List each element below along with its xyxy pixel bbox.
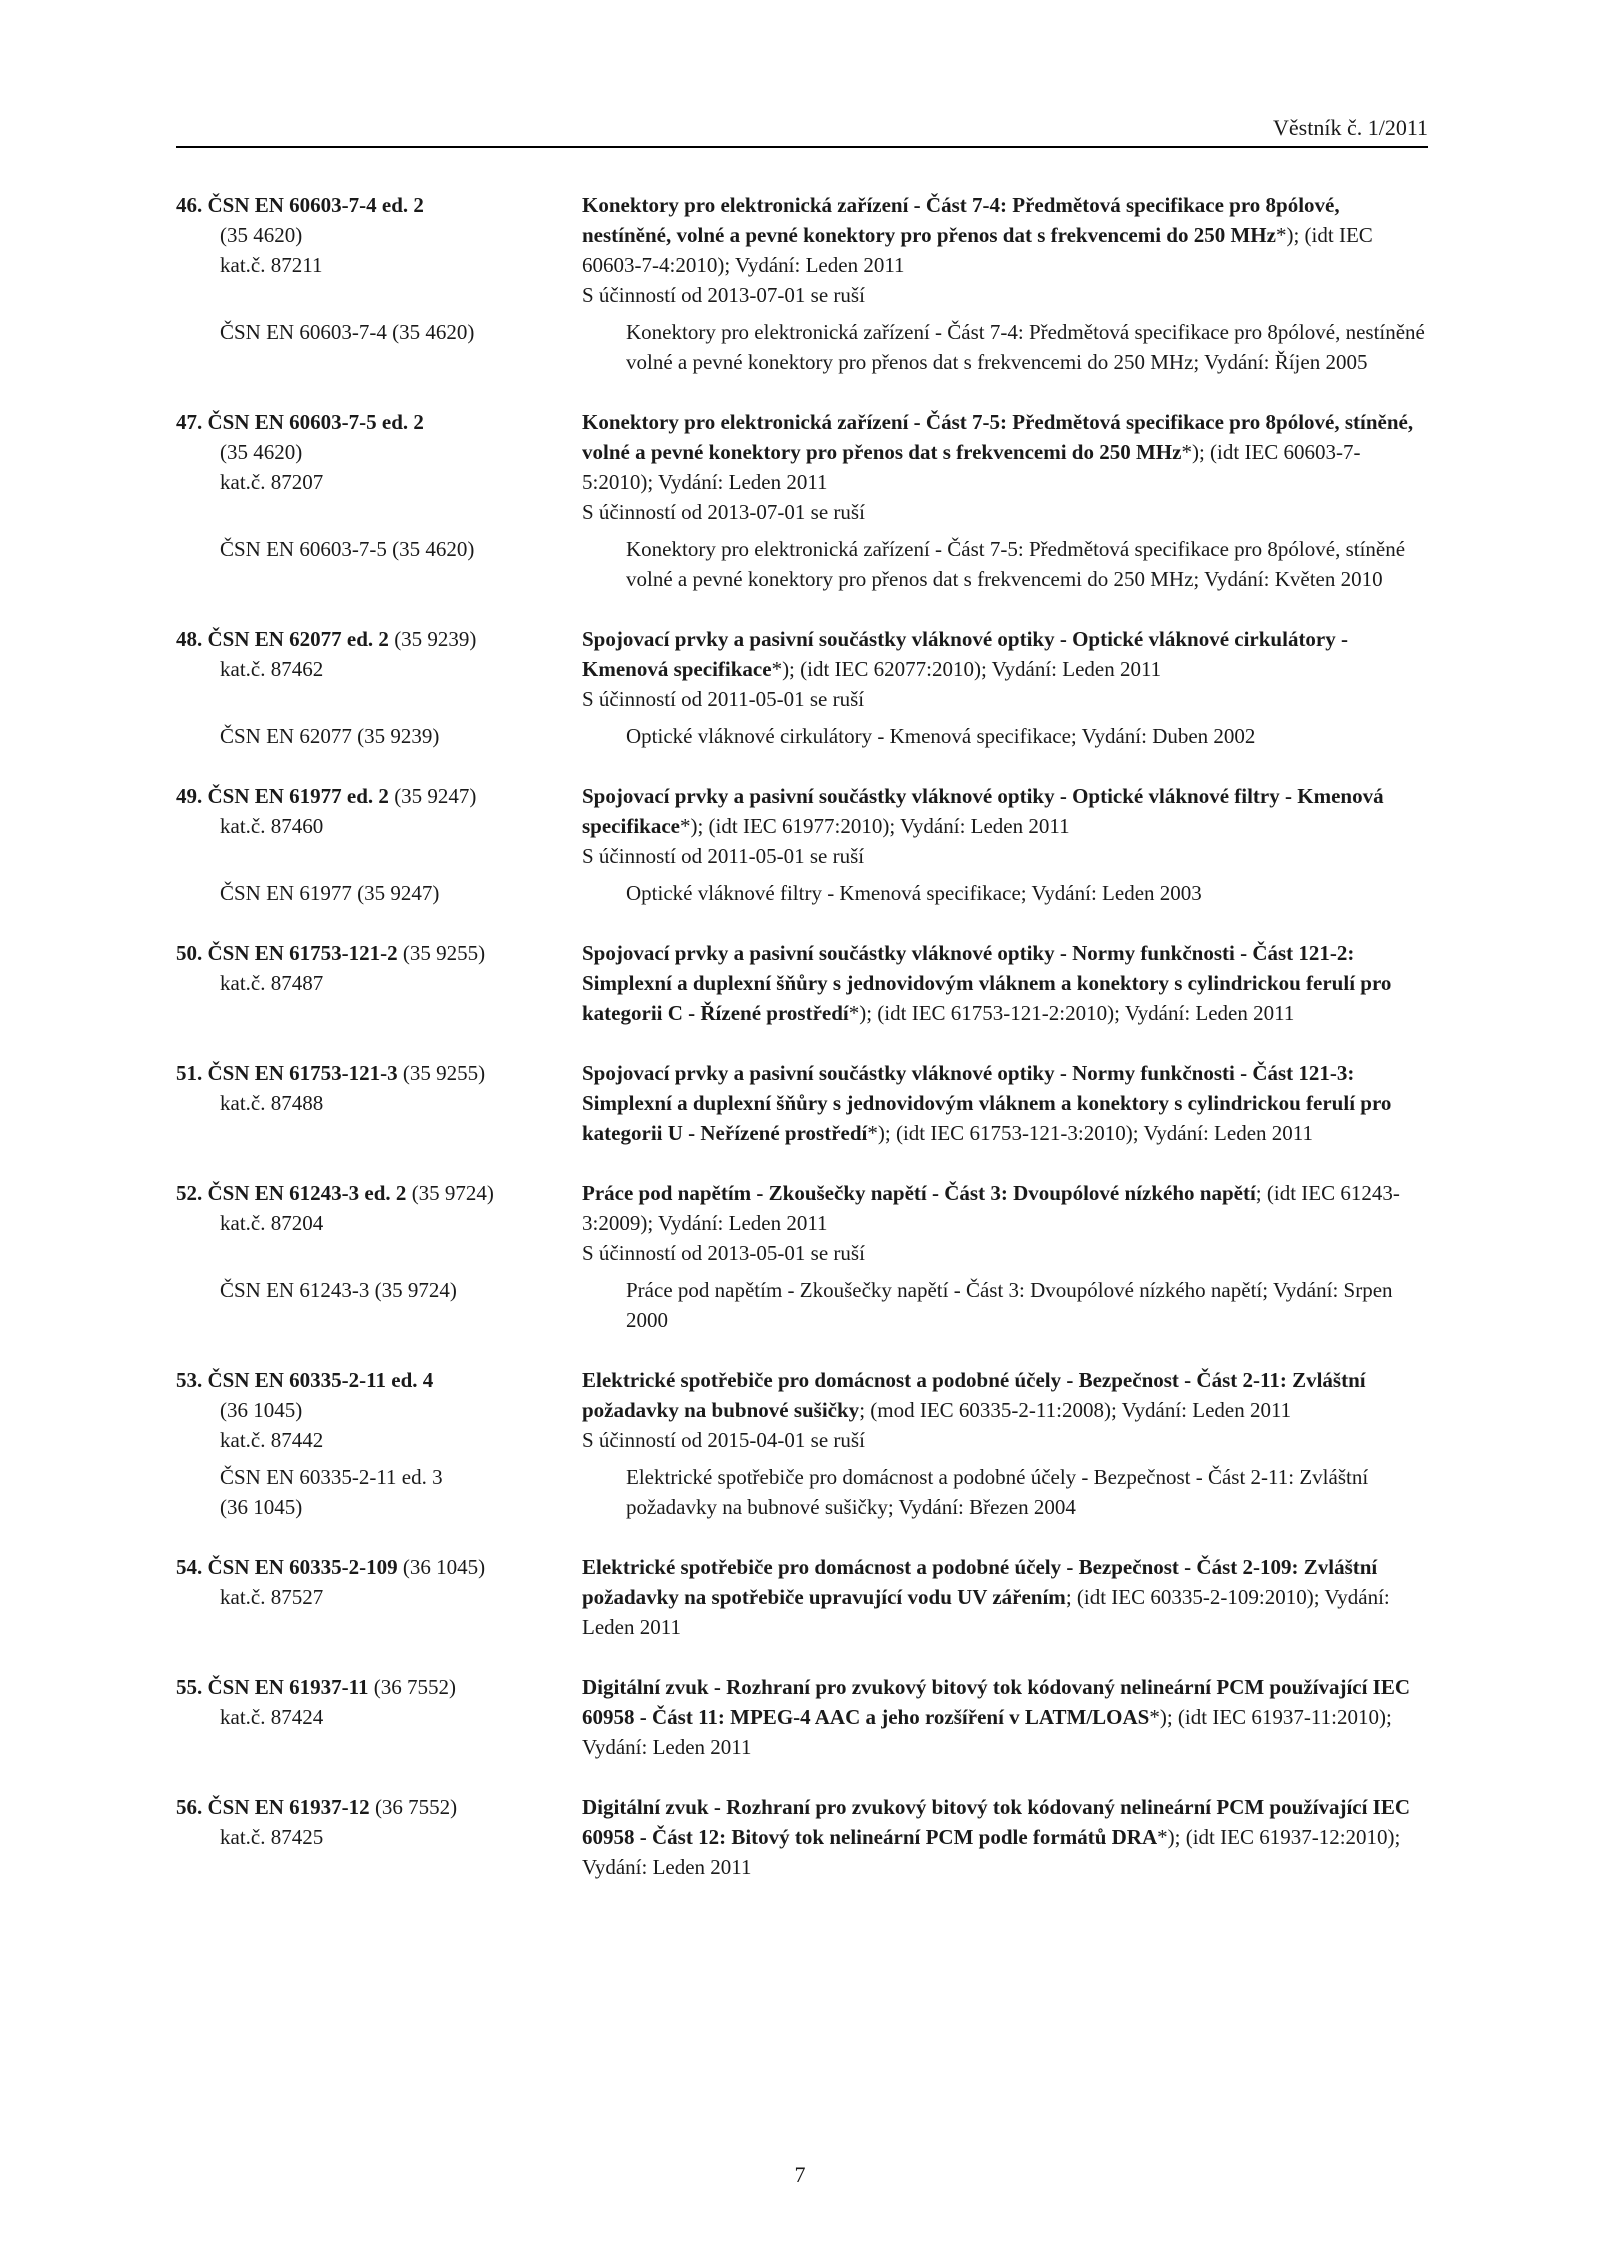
standard-entry-55: [176, 1672, 1428, 1762]
catalog-number: kat.č. 87527: [220, 1585, 324, 1609]
page-header: [176, 108, 1428, 148]
replaced-title: Práce pod napětím - Zkoušečky napětí - Část 3: Dvoupólové nízkého napětí; Vydání: Srpen 2000: [626, 1278, 1393, 1332]
replaced-standard: ČSN EN 61977 (35 9247): [220, 881, 440, 905]
standard-number: 50. ČSN EN 61753-121-2 (35 9255): [176, 941, 486, 965]
replaced-standard: ČSN EN 62077 (35 9239): [220, 724, 440, 748]
classification: (35 9247): [388, 784, 477, 808]
standard-title: Spojovací prvky a pasivní součástky vláknové optiky - Normy funkčnosti - Část 121-3: Simplexní a duplexní šňůry s jednovidovým vláknem a konektory s cylindrickou ferulí pro kategorii U - Neřízené prostředí*); (idt IEC 61753-121-3:2010); Vydání: Leden 2011: [582, 1061, 1392, 1145]
standard-title: Práce pod napětím - Zkoušečky napětí - Část 3: Dvoupólové nízkého napětí; (idt IEC 61243-3:2009); Vydání: Leden 2011: [582, 1181, 1400, 1235]
standard-number: 55. ČSN EN 61937-11 (36 7552): [176, 1675, 457, 1699]
catalog-number: kat.č. 87211: [220, 253, 323, 277]
replaced-title: Konektory pro elektronická zařízení - Část 7-5: Předmětová specifikace pro 8pólové, stíněné volné a pevné konektory pro přenos dat s frekvencemi do 250 MHz; Vydání: Květen 2010: [626, 537, 1406, 591]
catalog-number: kat.č. 87204: [220, 1211, 324, 1235]
catalog-number: kat.č. 87462: [220, 657, 324, 681]
replaced-title: Elektrické spotřebiče pro domácnost a podobné účely - Bezpečnost - Část 2-11: Zvláštní požadavky na bubnové sušičky; Vydání: Březen 2004: [626, 1465, 1369, 1519]
standard-entry-54: [176, 1552, 1428, 1642]
standard-number: 56. ČSN EN 61937-12 (36 7552): [176, 1795, 458, 1819]
classification: (36 1045): [220, 1398, 303, 1422]
standard-title: Spojovací prvky a pasivní součástky vláknové optiky - Optické vláknové cirkulátory - Kmenová specifikace*); (idt IEC 62077:2010); Vydání: Leden 2011: [582, 627, 1348, 681]
standard-number: 53. ČSN EN 60335-2-11 ed. 4: [176, 1368, 434, 1392]
standard-title: Spojovací prvky a pasivní součástky vláknové optiky - Optické vláknové filtry - Kmenová specifikace*); (idt IEC 61977:2010); Vydání: Leden 2011: [582, 784, 1384, 838]
replaced-title: Optické vláknové filtry - Kmenová specifikace; Vydání: Leden 2003: [626, 881, 1202, 905]
page-number: 7: [794, 2162, 806, 2187]
standard-entry-53: [176, 1365, 1428, 1522]
standard-title: Elektrické spotřebiče pro domácnost a podobné účely - Bezpečnost - Část 2-109: Zvláštní požadavky na spotřebiče upravující vodu UV zářením; (idt IEC 60335-2-109:2010); Vydání: Leden 2011: [582, 1555, 1390, 1639]
classification: (35 9724): [406, 1181, 494, 1205]
standard-entry-48: [176, 624, 1428, 751]
validity-note: S účinností od 2013-05-01 se ruší: [582, 1241, 865, 1265]
standard-entry-50: [176, 938, 1428, 1028]
classification: (35 9255): [397, 941, 486, 965]
classification: (35 4620): [220, 223, 303, 247]
replaced-classification: (36 1045): [220, 1495, 303, 1519]
catalog-number: kat.č. 87425: [220, 1825, 324, 1849]
standard-number: 51. ČSN EN 61753-121-3 (35 9255): [176, 1061, 486, 1085]
validity-note: S účinností od 2011-05-01 se ruší: [582, 844, 865, 868]
catalog-number: kat.č. 87442: [220, 1428, 324, 1452]
validity-note: S účinností od 2015-04-01 se ruší: [582, 1428, 865, 1452]
replaced-standard: ČSN EN 60603-7-4 (35 4620): [220, 320, 475, 344]
classification: (36 7552): [368, 1675, 457, 1699]
standard-title: Konektory pro elektronická zařízení - Část 7-5: Předmětová specifikace pro 8pólové, stíněné, volné a pevné konektory pro přenos dat s frekvencemi do 250 MHz*); (idt IEC 60603-7-5:2010); Vydání: Leden 2011: [582, 410, 1414, 494]
standard-entry-46: [176, 190, 1428, 377]
classification: (35 9239): [388, 627, 477, 651]
standards-list: [176, 190, 1428, 1912]
standard-title: Spojovací prvky a pasivní součástky vláknové optiky - Normy funkčnosti - Část 121-2: Simplexní a duplexní šňůry s jednovidovým vláknem a konektory s cylindrickou ferulí pro kategorii C - Řízené prostředí*); (idt IEC 61753-121-2:2010); Vydání: Leden 2011: [582, 941, 1392, 1025]
validity-note: S účinností od 2013-07-01 se ruší: [582, 283, 865, 307]
validity-note: S účinností od 2011-05-01 se ruší: [582, 687, 865, 711]
catalog-number: kat.č. 87207: [220, 470, 324, 494]
standard-entry-49: [176, 781, 1428, 908]
replaced-title: Optické vláknové cirkulátory - Kmenová specifikace; Vydání: Duben 2002: [626, 724, 1256, 748]
classification: (35 4620): [220, 440, 303, 464]
standard-number: 54. ČSN EN 60335-2-109 (36 1045): [176, 1555, 486, 1579]
standard-number: 52. ČSN EN 61243-3 ed. 2 (35 9724): [176, 1181, 494, 1205]
catalog-number: kat.č. 87488: [220, 1091, 324, 1115]
classification: (35 9255): [397, 1061, 486, 1085]
validity-note: S účinností od 2013-07-01 se ruší: [582, 500, 865, 524]
standard-entry-52: [176, 1178, 1428, 1335]
standard-entry-56: [176, 1792, 1428, 1882]
classification: (36 1045): [397, 1555, 486, 1579]
standard-entry-47: [176, 407, 1428, 594]
replaced-standard: ČSN EN 61243-3 (35 9724): [220, 1278, 457, 1302]
replaced-title: Konektory pro elektronická zařízení - Část 7-4: Předmětová specifikace pro 8pólové, nestíněné volné a pevné konektory pro přenos dat s frekvencemi do 250 MHz; Vydání: Říjen 2005: [626, 320, 1425, 374]
standard-number: 47. ČSN EN 60603-7-5 ed. 2: [176, 410, 424, 434]
standard-number: 46. ČSN EN 60603-7-4 ed. 2: [176, 193, 424, 217]
catalog-number: kat.č. 87460: [220, 814, 324, 838]
catalog-number: kat.č. 87424: [220, 1705, 324, 1729]
bulletin-title: Věstník č. 1/2011: [1273, 115, 1428, 140]
catalog-number: kat.č. 87487: [220, 971, 324, 995]
replaced-standard: ČSN EN 60603-7-5 (35 4620): [220, 537, 475, 561]
standard-number: 48. ČSN EN 62077 ed. 2 (35 9239): [176, 627, 477, 651]
standard-entry-51: [176, 1058, 1428, 1148]
standard-number: 49. ČSN EN 61977 ed. 2 (35 9247): [176, 784, 477, 808]
standard-title: Digitální zvuk - Rozhraní pro zvukový bitový tok kódovaný nelineární PCM používající IEC 60958 - Část 12: Bitový tok nelineární PCM podle formátů DRA*); (idt IEC 61937-12:2010); Vydání: Leden 2011: [582, 1795, 1411, 1879]
standard-title: Digitální zvuk - Rozhraní pro zvukový bitový tok kódovaný nelineární PCM používající IEC 60958 - Část 11: MPEG-4 AAC a jeho rozšíření v LATM/LOAS*); (idt IEC 61937-11:2010); Vydání: Leden 2011: [582, 1675, 1411, 1759]
classification: (36 7552): [369, 1795, 458, 1819]
standard-title: Elektrické spotřebiče pro domácnost a podobné účely - Bezpečnost - Část 2-11: Zvláštní požadavky na bubnové sušičky; (mod IEC 60335-2-11:2008); Vydání: Leden 2011: [582, 1368, 1366, 1422]
replaced-standard: ČSN EN 60335-2-11 ed. 3: [220, 1465, 443, 1489]
standard-title: Konektory pro elektronická zařízení - Část 7-4: Předmětová specifikace pro 8pólové, nestíněné, volné a pevné konektory pro přenos dat s frekvencemi do 250 MHz*); (idt IEC 60603-7-4:2010); Vydání: Leden 2011: [582, 193, 1373, 277]
